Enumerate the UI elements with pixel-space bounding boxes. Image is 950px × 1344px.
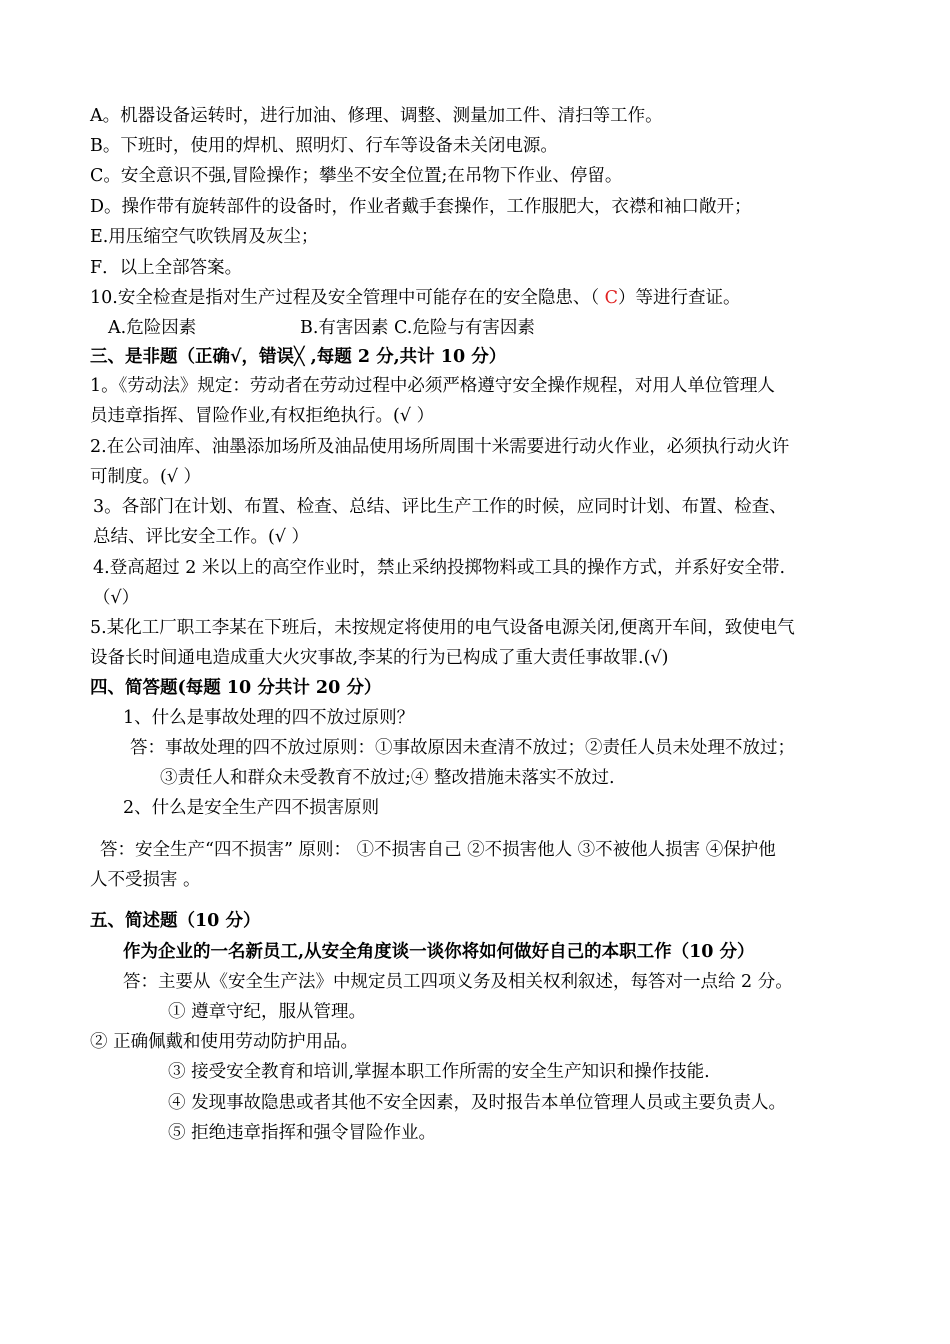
q9-option-e: E.用压缩空气吹铁屑及灰尘； [90, 227, 319, 247]
q10-answer: C [604, 288, 619, 308]
section4-q2: 2、什么是安全生产四不损害原则 [123, 798, 380, 818]
q9-option-f: F．以上全部答案。 [90, 258, 243, 278]
section3-q3-line2: 总结、评比安全工作。(√ ） [93, 527, 310, 547]
section3-q2-line1: 2.在公司油库、油墨添加场所及油品使用场所周围十米需要进行动火作业，必须执行动火许 [90, 437, 790, 457]
section4-a1-line2: ③责任人和群众未受教育不放过;④ 整改措施未落实不放过. [160, 768, 615, 788]
section4-a2-line1: 答：安全生产“四不损害” 原则： ①不损害自己 ②不损害他人 ③不被他人损害 ④保护他 [100, 840, 776, 860]
q9-option-d: D。操作带有旋转部件的设备时，作业者戴手套操作，工作服肥大，衣襟和袖口敞开； [90, 197, 752, 217]
section5-point-5: ⑤ 拒绝违章指挥和强令冒险作业。 [168, 1123, 437, 1143]
section3-q3-line1: 3。各部门在计划、布置、检查、总结、评比生产工作的时候，应同时计划、布置、检查、 [93, 497, 787, 517]
section5-point-4: ④ 发现事故隐患或者其他不安全因素，及时报告本单位管理人员或主要负责人。 [168, 1093, 787, 1113]
section5-title: 五、简述题（10 分） [90, 911, 261, 931]
section5-point-1: ① 遵章守纪，服从管理。 [168, 1002, 367, 1022]
q10-options-bc: B.有害因素 C.危险与有害因素 [300, 318, 535, 338]
section3-q5-line2: 设备长时间通电造成重大火灾事故,李某的行为已构成了重大责任事故罪.(√) [90, 648, 669, 668]
section5-point-3: ③ 接受安全教育和培训,掌握本职工作所需的安全生产知识和操作技能. [168, 1062, 710, 1082]
section3-q4-line1: 4.登高超过 2 米以上的高空作业时，禁止采纳投掷物料或工具的操作方式，并系好安全带. [93, 558, 786, 578]
section4-a2-line2: 人不受损害 。 [90, 870, 201, 890]
section3-q1-line2: 员违章指挥、冒险作业,有权拒绝执行。(√ ） [90, 406, 435, 426]
q9-option-b: B。下班时，使用的焊机、照明灯、行车等设备未关闭电源。 [90, 136, 558, 156]
q9-option-a: A。机器设备运转时，进行加油、修理、调整、测量加工件、清扫等工作。 [90, 106, 663, 126]
section5-point-2: ② 正确佩戴和使用劳动防护用品。 [90, 1032, 359, 1052]
q10-option-a: A.危险因素 [108, 318, 197, 338]
section4-a1-line1: 答：事故处理的四不放过原则：①事故原因未查清不放过；②责任人员未处理不放过； [130, 738, 795, 758]
section4-title: 四、简答题(每题 10 分共计 20 分） [90, 678, 382, 698]
q10-stem-before: 10.安全检查是指对生产过程及安全管理中可能存在的安全隐患、（ [90, 288, 605, 308]
section3-title: 三、是非题（正确√，错误╳ ,每题 2 分,共计 10 分） [90, 347, 507, 367]
section3-q5-line1: 5.某化工厂职工李某在下班后，未按规定将使用的电气设备电源关闭,便离开车间，致使电气 [90, 618, 795, 638]
section3-q2-line2: 可制度。(√ ） [90, 467, 202, 487]
section5-answer-intro: 答：主要从《安全生产法》中规定员工四项义务及相关权利叙述，每答对一点给 2 分。 [123, 972, 793, 992]
section5-question: 作为企业的一名新员工,从安全角度谈一谈你将如何做好自己的本职工作（10 分） [123, 942, 755, 962]
section3-q4-line2: （√） [93, 588, 140, 608]
section4-q1: 1、什么是事故处理的四不放过原则？ [123, 708, 415, 728]
q10-stem [90, 283, 741, 313]
q9-option-c: C。安全意识不强,冒险操作；攀坐不安全位置;在吊物下作业、停留。 [90, 166, 623, 186]
section3-q1-line1: 1。《劳动法》规定：劳动者在劳动过程中必须严格遵守安全操作规程，对用人单位管理人 [90, 376, 775, 396]
q10-stem-after: ）等进行查证。 [618, 288, 741, 308]
